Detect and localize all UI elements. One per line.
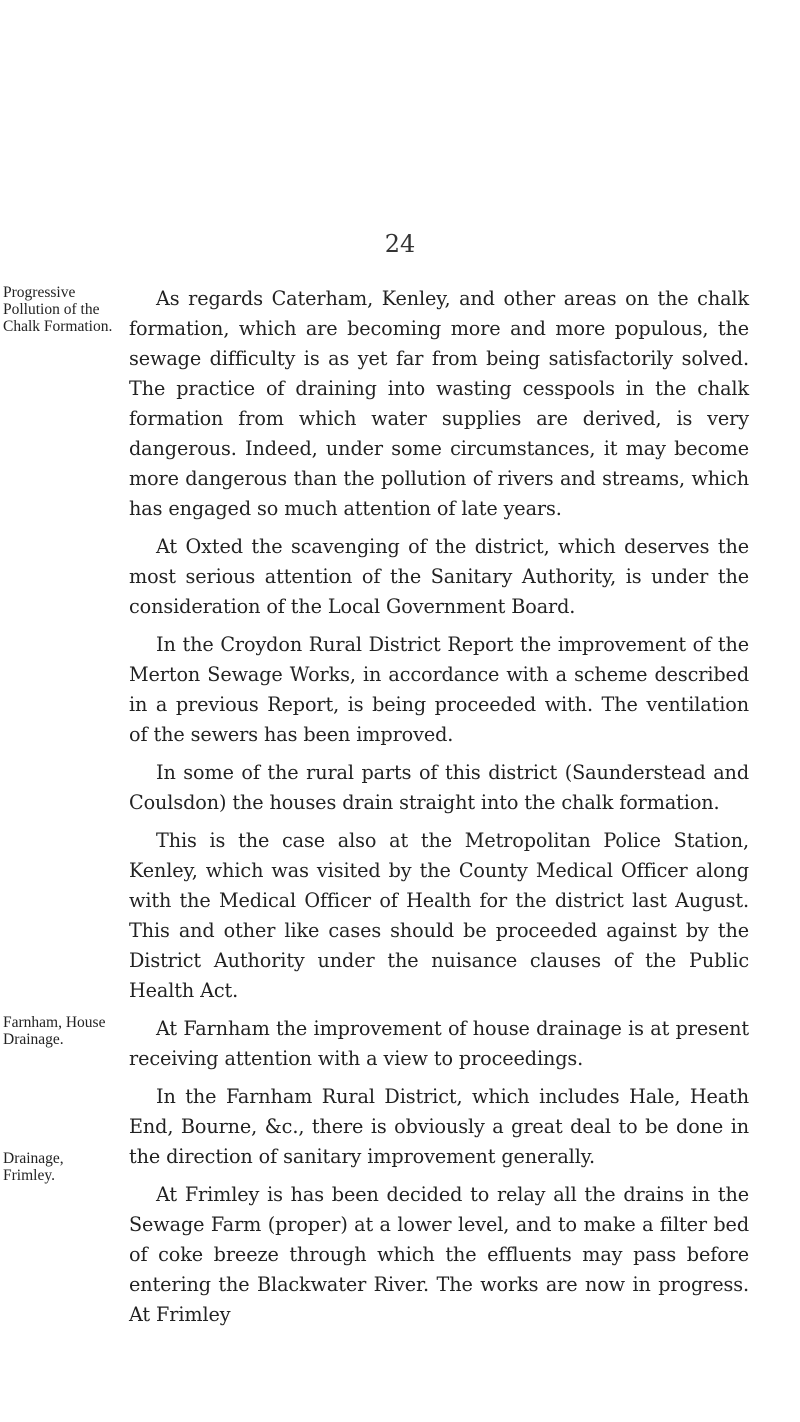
paragraph: As regards Caterham, Kenley, and other areas on the chalk formation, which are becoming more and more populous, the sewage difficulty is as yet far from being satisfactorily solved. The practice of draining into wasting cesspools in the chalk formation from which water supplies are derived, is very dangerous. Indeed, under some circumstances, it may become more dangerous than the pollution of rivers and streams, which has engaged so much attention of late years. (129, 287, 749, 520)
paragraph: In the Farnham Rural District, which includes Hale, Heath End, Bourne, &c., there is obviously a great deal to be done in the direction of sanitary improvement generally. (129, 1085, 749, 1168)
paragraph: In some of the rural parts of this district (Saunderstead and Coulsdon) the houses drain straight into the chalk formation. (129, 761, 749, 814)
paragraph: At Farnham the improvement of house drainage is at present receiving attention with a view to proceedings. (129, 1017, 749, 1070)
paragraph: In the Croydon Rural District Report the improvement of the Merton Sewage Works, in accordance with a scheme described in a previous Report, is being proceeded with. The ventilation of the sewers has been improved. (129, 633, 749, 746)
paragraph: At Frimley is has been decided to relay all the drains in the Sewage Farm (proper) at a lower level, and to make a filter bed of coke breeze through which the effluents may pass before entering the Blackwater River. The works are now in progress. At Frimley (129, 1183, 749, 1326)
sidenote-farnham-drainage: Farnham, House Drainage. (3, 1014, 106, 1048)
paragraph: This is the case also at the Metropolitan Police Station, Kenley, which was visited by the County Medical Officer along with the Medical Officer of Health for the district last August. This and other like cases should be proceeded against by the District Authority under the nuisance clauses of the Public Health Act. (129, 829, 749, 1002)
paragraph: At Oxted the scavenging of the district, which deserves the most serious attention of the Sanitary Authority, is under the consideration of the Local Government Board. (129, 535, 749, 618)
page-number: 24 (384, 230, 416, 258)
sidenote-frimley-drainage: Drainage, Frimley. (3, 1150, 64, 1184)
sidenote-chalk-pollution: Progressive Pollution of the Chalk Formation. (3, 284, 113, 335)
body-text (129, 284, 749, 1338)
